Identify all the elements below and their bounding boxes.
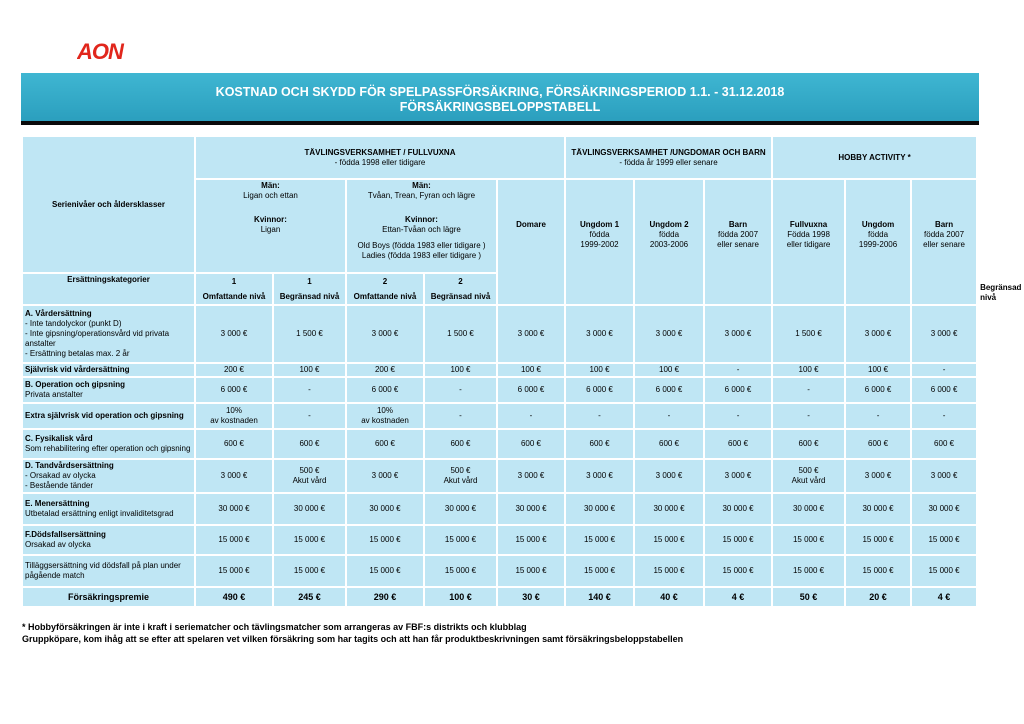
table-row bbox=[22, 403, 978, 429]
h-full-a: Födda 1998 bbox=[787, 230, 830, 239]
svg-text:AON: AON bbox=[77, 39, 123, 64]
table-cell: 15 000 € bbox=[772, 555, 845, 587]
table-cell: - bbox=[634, 403, 704, 429]
u1-b: 1999-2002 bbox=[580, 240, 619, 249]
table-cell: 500 € Akut vård bbox=[273, 459, 346, 493]
row-label-line: Som rehabilitering efter operation och gipsning bbox=[25, 444, 191, 453]
table-cell: 200 € bbox=[346, 363, 424, 377]
row-label-title: E. Menersättning bbox=[25, 499, 90, 508]
header-category-2a bbox=[346, 273, 424, 305]
cat3: 2 bbox=[382, 276, 388, 286]
table-cell: 3 000 € bbox=[497, 459, 565, 493]
cat4: 2 bbox=[458, 276, 463, 286]
row-label bbox=[22, 555, 195, 587]
table-cell: 15 000 € bbox=[911, 525, 977, 555]
table-cell: 600 € bbox=[704, 429, 772, 459]
header-domare: Domare bbox=[497, 179, 565, 305]
group-header-fullvuxna bbox=[195, 136, 565, 179]
niv4: Begränsad nivå bbox=[430, 291, 491, 301]
barn-a: födda 2007 bbox=[718, 230, 759, 239]
table-cell: 30 000 € bbox=[634, 493, 704, 525]
header-category-2b bbox=[424, 273, 497, 305]
table-premium bbox=[22, 587, 978, 607]
table-cell: 1 500 € bbox=[772, 305, 845, 363]
niv2: Begränsad nivå bbox=[279, 291, 340, 301]
table-row bbox=[22, 525, 978, 555]
table-row bbox=[22, 305, 978, 363]
premium-label: Försäkringspremie bbox=[22, 587, 195, 607]
table-cell: - bbox=[497, 403, 565, 429]
aon-logo bbox=[77, 38, 137, 64]
table-cell: 30 000 € bbox=[772, 493, 845, 525]
table-cell: - bbox=[704, 403, 772, 429]
table-cell: 3 000 € bbox=[704, 459, 772, 493]
table-cell: 3 000 € bbox=[634, 305, 704, 363]
header-men-tvaan bbox=[346, 179, 497, 273]
table-cell: 10% av kostnaden bbox=[346, 403, 424, 429]
premium-cell: 490 € bbox=[195, 587, 273, 607]
table-cell: 3 000 € bbox=[634, 459, 704, 493]
table-cell: 600 € bbox=[634, 429, 704, 459]
row-label-line: - Inte tandolyckor (punkt D) bbox=[25, 319, 122, 328]
table-cell: 30 000 € bbox=[346, 493, 424, 525]
table-cell: 15 000 € bbox=[845, 525, 911, 555]
premium-cell: 30 € bbox=[497, 587, 565, 607]
cat2: 1 bbox=[307, 276, 312, 286]
table-row bbox=[22, 459, 978, 493]
table-cell: - bbox=[273, 403, 346, 429]
row-label-line: - Orsakad av olycka bbox=[25, 471, 96, 480]
table-cell: 100 € bbox=[845, 363, 911, 377]
cat1: 1 bbox=[231, 276, 237, 286]
table-cell: 15 000 € bbox=[346, 525, 424, 555]
header-ungdom1 bbox=[565, 179, 634, 305]
table-cell: 6 000 € bbox=[497, 377, 565, 403]
niv3: Omfattande nivå bbox=[353, 291, 417, 301]
footnote-line-2: Gruppköpare, kom ihåg att se efter att spelaren vet vilken försäkring som har tagits och att han får produktbeskrivningen samt försäkringsbeloppstabellen bbox=[22, 634, 684, 644]
u2-title: Ungdom 2 bbox=[649, 220, 689, 229]
premium-cell: 20 € bbox=[845, 587, 911, 607]
table-cell: 30 000 € bbox=[273, 493, 346, 525]
women2-b: Ettan-Tvåan och lägre bbox=[382, 225, 461, 234]
premium-row bbox=[22, 587, 978, 607]
table-cell: 3 000 € bbox=[346, 305, 424, 363]
table-cell: 100 € bbox=[497, 363, 565, 377]
u2-a: födda bbox=[659, 230, 680, 239]
row-label-line: - Ersättning betalas max. 2 år bbox=[25, 349, 130, 358]
table-cell: - bbox=[273, 377, 346, 403]
table-cell: 3 000 € bbox=[704, 305, 772, 363]
table-cell: 600 € bbox=[845, 429, 911, 459]
premium-cell: 100 € bbox=[424, 587, 497, 607]
table-cell: 3 000 € bbox=[346, 459, 424, 493]
oldboys: Old Boys (födda 1983 eller tidigare ) bbox=[357, 241, 486, 250]
footnote-line-1: * Hobbyförsäkringen är inte i kraft i seriematcher och tävlingsmatcher som arrangeras av FBF:s distrikts och klubblag bbox=[22, 622, 527, 632]
table-cell: 15 000 € bbox=[346, 555, 424, 587]
table-cell: - bbox=[704, 363, 772, 377]
row-label-title: F.Dödsfallsersättning bbox=[25, 530, 106, 539]
header-hobby-niva: Begränsad nivå bbox=[980, 283, 1022, 302]
title-line-2: FÖRSÄKRINGSBELOPPSTABELL bbox=[399, 100, 601, 114]
group2-title: TÄVLINGSVERKSAMHET /UNGDOMAR OCH BARN bbox=[571, 147, 766, 157]
h-full-title: Fullvuxna bbox=[789, 220, 828, 229]
group1-sub: - födda 1998 eller tidigare bbox=[334, 157, 426, 167]
table-cell: 6 000 € bbox=[704, 377, 772, 403]
table-row bbox=[22, 377, 978, 403]
row-label-title: Extra självrisk vid operation och gipsning bbox=[25, 411, 184, 420]
row-label-title: B. Operation och gipsning bbox=[25, 380, 125, 389]
table-cell: 500 € Akut vård bbox=[424, 459, 497, 493]
row-label bbox=[22, 459, 195, 493]
women2-a: Kvinnor: bbox=[405, 215, 438, 224]
table-cell: 600 € bbox=[772, 429, 845, 459]
men1-b: Ligan och ettan bbox=[243, 191, 298, 200]
row-label bbox=[22, 429, 195, 459]
table-cell: 15 000 € bbox=[497, 555, 565, 587]
premium-cell: 4 € bbox=[911, 587, 977, 607]
table-cell: 15 000 € bbox=[565, 525, 634, 555]
table-cell: 500 € Akut vård bbox=[772, 459, 845, 493]
table-cell: 30 000 € bbox=[565, 493, 634, 525]
table-cell: 600 € bbox=[497, 429, 565, 459]
group1-title: TÄVLINGSVERKSAMHET / FULLVUXNA bbox=[304, 147, 456, 157]
table-cell: 3 000 € bbox=[845, 459, 911, 493]
table-cell: 3 000 € bbox=[195, 459, 273, 493]
row-label bbox=[22, 305, 195, 363]
table-cell: 15 000 € bbox=[634, 525, 704, 555]
row-label-title: D. Tandvårdsersättning bbox=[25, 461, 114, 470]
table-cell: 1 500 € bbox=[424, 305, 497, 363]
row-label bbox=[22, 363, 195, 377]
table-row bbox=[22, 363, 978, 377]
table-cell: 100 € bbox=[273, 363, 346, 377]
men2-b: Tvåan, Trean, Fyran och lägre bbox=[367, 191, 476, 200]
row-label-line: - Inte gipsning/operationsvård vid privata anstalter bbox=[25, 329, 170, 348]
row-label bbox=[22, 377, 195, 403]
header-ungdom2 bbox=[634, 179, 704, 305]
row-label-title: Självrisk vid vårdersättning bbox=[25, 365, 130, 374]
table-cell: 100 € bbox=[634, 363, 704, 377]
table-header bbox=[22, 136, 1022, 305]
u1-a: födda bbox=[589, 230, 610, 239]
barn-title: Barn bbox=[728, 220, 748, 229]
header-barn bbox=[704, 179, 772, 305]
table-cell: 30 000 € bbox=[911, 493, 977, 525]
table-cell: - bbox=[845, 403, 911, 429]
h-ung-a: födda bbox=[868, 230, 889, 239]
table-cell: 15 000 € bbox=[634, 555, 704, 587]
table-cell: - bbox=[565, 403, 634, 429]
header-hobby-fullvuxna bbox=[772, 179, 845, 305]
barn-b: eller senare bbox=[717, 240, 759, 249]
premium-cell: 290 € bbox=[346, 587, 424, 607]
h-barn-b: eller senare bbox=[923, 240, 965, 249]
h-barn-title: Barn bbox=[934, 220, 954, 229]
table-cell: - bbox=[911, 363, 977, 377]
premium-cell: 245 € bbox=[273, 587, 346, 607]
table-cell: 200 € bbox=[195, 363, 273, 377]
header-men-ligan bbox=[195, 179, 346, 273]
table-cell: 3 000 € bbox=[565, 459, 634, 493]
row-label-line: - Bestående tänder bbox=[25, 481, 94, 490]
table-cell: - bbox=[772, 403, 845, 429]
table-cell: 600 € bbox=[273, 429, 346, 459]
men1-a: Män: bbox=[261, 181, 280, 190]
table-cell: 15 000 € bbox=[772, 525, 845, 555]
table-cell: 600 € bbox=[346, 429, 424, 459]
table-cell: 6 000 € bbox=[911, 377, 977, 403]
table-cell: 6 000 € bbox=[346, 377, 424, 403]
u2-b: 2003-2006 bbox=[649, 240, 689, 249]
table-cell: 30 000 € bbox=[704, 493, 772, 525]
row-label bbox=[22, 493, 195, 525]
table-cell: 1 500 € bbox=[273, 305, 346, 363]
table-cell: 15 000 € bbox=[273, 555, 346, 587]
women1-b: Ligan bbox=[260, 225, 281, 234]
row-label bbox=[22, 525, 195, 555]
table-cell: 100 € bbox=[565, 363, 634, 377]
title-line-1: KOSTNAD OCH SKYDD FÖR SPELPASSFÖRSÄKRING, FÖRSÄKRINGSPERIOD 1.1. - 31.12.2018 bbox=[215, 85, 785, 99]
ladies: Ladies (födda 1983 eller tidigare ) bbox=[361, 251, 482, 260]
insurance-table bbox=[21, 135, 1022, 608]
table-cell: 10% av kostnaden bbox=[195, 403, 273, 429]
row-label-line: Privata anstalter bbox=[25, 390, 83, 399]
table-cell: 600 € bbox=[911, 429, 977, 459]
row-label-line: Tilläggsersättning vid dödsfall på plan under pågående match bbox=[25, 561, 181, 580]
table-cell: 100 € bbox=[424, 363, 497, 377]
table-cell: 600 € bbox=[565, 429, 634, 459]
header-ersattning-label: Ersättningskategorier bbox=[22, 273, 195, 305]
header-category-1a bbox=[195, 273, 273, 305]
niv1: Omfattande nivå bbox=[202, 291, 266, 301]
table-cell: - bbox=[911, 403, 977, 429]
table-cell: 6 000 € bbox=[565, 377, 634, 403]
table-cell: 3 000 € bbox=[911, 459, 977, 493]
table-row bbox=[22, 555, 978, 587]
table-cell: 15 000 € bbox=[845, 555, 911, 587]
table-row bbox=[22, 429, 978, 459]
h-ung-title: Ungdom bbox=[861, 220, 895, 229]
table-cell: 15 000 € bbox=[195, 525, 273, 555]
header-category-1b bbox=[273, 273, 346, 305]
table-cell: - bbox=[772, 377, 845, 403]
row-label-line: Utbetalad ersättning enligt invaliditetsgrad bbox=[25, 509, 174, 518]
premium-cell: 4 € bbox=[704, 587, 772, 607]
group-header-hobby: HOBBY ACTIVITY * bbox=[772, 136, 977, 179]
table-cell: 15 000 € bbox=[424, 525, 497, 555]
table-cell: 15 000 € bbox=[911, 555, 977, 587]
table-cell: 3 000 € bbox=[565, 305, 634, 363]
table-cell: 3 000 € bbox=[911, 305, 977, 363]
table-cell: 30 000 € bbox=[424, 493, 497, 525]
table-cell: 15 000 € bbox=[273, 525, 346, 555]
table-cell: 15 000 € bbox=[195, 555, 273, 587]
h-barn-a: födda 2007 bbox=[924, 230, 965, 239]
women1-a: Kvinnor: bbox=[254, 215, 287, 224]
row-label-line: Orsakad av olycka bbox=[25, 540, 91, 549]
row-label-title: C. Fysikalisk vård bbox=[25, 434, 93, 443]
table-cell: 15 000 € bbox=[704, 555, 772, 587]
table-cell: 600 € bbox=[424, 429, 497, 459]
table-cell: 15 000 € bbox=[497, 525, 565, 555]
footnote bbox=[22, 621, 683, 645]
header-serie-label: Serienivåer och åldersklasser bbox=[22, 136, 195, 273]
table-cell: 30 000 € bbox=[845, 493, 911, 525]
table-cell: 15 000 € bbox=[565, 555, 634, 587]
table-cell: 6 000 € bbox=[195, 377, 273, 403]
u1-title: Ungdom 1 bbox=[579, 220, 620, 229]
title-banner bbox=[21, 73, 979, 125]
row-label-title: A. Vårdersättning bbox=[25, 309, 92, 318]
table-cell: 6 000 € bbox=[845, 377, 911, 403]
table-cell: 3 000 € bbox=[195, 305, 273, 363]
premium-cell: 140 € bbox=[565, 587, 634, 607]
premium-cell: 50 € bbox=[772, 587, 845, 607]
table-cell: 30 000 € bbox=[497, 493, 565, 525]
table-cell: 15 000 € bbox=[704, 525, 772, 555]
table-cell: 15 000 € bbox=[424, 555, 497, 587]
table-cell: - bbox=[424, 403, 497, 429]
table-cell: 600 € bbox=[195, 429, 273, 459]
h-ung-b: 1999-2006 bbox=[858, 240, 898, 249]
premium-cell: 40 € bbox=[634, 587, 704, 607]
table-cell: 6 000 € bbox=[634, 377, 704, 403]
table-row bbox=[22, 493, 978, 525]
table-cell: 3 000 € bbox=[497, 305, 565, 363]
table-cell: 3 000 € bbox=[845, 305, 911, 363]
men2-a: Män: bbox=[412, 181, 431, 190]
group-header-ungdom bbox=[565, 136, 772, 179]
h-full-b: eller tidigare bbox=[786, 240, 831, 249]
table-cell: 100 € bbox=[772, 363, 845, 377]
table-body bbox=[22, 305, 978, 587]
group2-sub: - födda år 1999 eller senare bbox=[619, 157, 718, 167]
row-label bbox=[22, 403, 195, 429]
table-cell: 30 000 € bbox=[195, 493, 273, 525]
table-cell: - bbox=[424, 377, 497, 403]
header-hobby-ungdom bbox=[845, 179, 911, 305]
